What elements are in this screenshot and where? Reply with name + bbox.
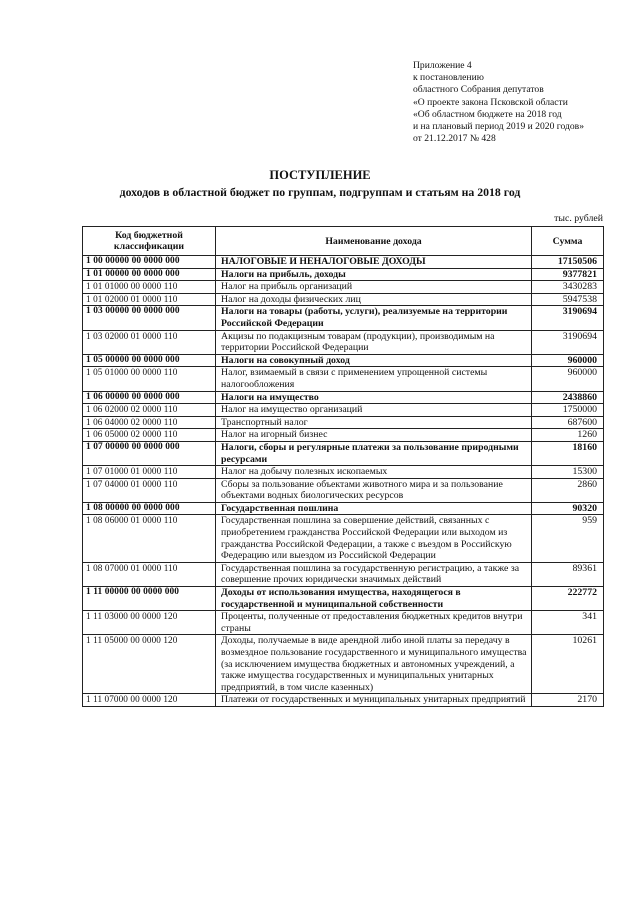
row-name: Налог на доходы физических лиц — [216, 293, 532, 306]
row-sum: 9377821 — [532, 268, 604, 281]
row-sum: 5947538 — [532, 293, 604, 306]
table-row — [83, 515, 604, 562]
row-code: 1 08 07000 01 0000 110 — [83, 562, 216, 586]
row-sum: 17150506 — [532, 256, 604, 269]
appendix-line: к постановлению — [413, 72, 484, 84]
row-code: 1 01 00000 00 0000 000 — [83, 268, 216, 281]
row-name: Налог на добычу полезных ископаемых — [216, 466, 532, 479]
document-subtitle: доходов в областной бюджет по группам, подгруппам и статьям на 2018 год — [119, 185, 521, 199]
table-row — [83, 562, 604, 586]
table-row — [83, 611, 604, 635]
row-name: Платежи от государственных и муниципальных унитарных предприятий — [216, 694, 532, 707]
row-name: Государственная пошлина — [216, 502, 532, 515]
row-name: Доходы, получаемые в виде арендной либо иной платы за передачу в возмездное пользование государственного и муниципального имущества (за исключением имущества бюджетных и автономных учреждений, а также имущества государственных и муниципальных унитарных предприятий, в том числе казенных) — [216, 635, 532, 694]
header-sum: Сумма — [532, 227, 604, 256]
table-row — [83, 306, 604, 330]
appendix-line: Приложение 4 — [413, 60, 472, 71]
row-sum: 341 — [532, 611, 604, 635]
row-name: Налог, взимаемый в связи с применением упрощенной системы налогообложения — [216, 367, 532, 391]
table-body — [83, 256, 604, 707]
row-sum: 3190694 — [532, 330, 604, 354]
row-name: Налоги на прибыль, доходы — [216, 268, 532, 281]
row-name: Проценты, полученные от предоставления бюджетных кредитов внутри страны — [216, 611, 532, 635]
unit-label: тыс. рублей — [554, 213, 603, 224]
row-sum: 89361 — [532, 562, 604, 586]
row-sum: 15300 — [532, 466, 604, 479]
row-code: 1 07 01000 01 0000 110 — [83, 466, 216, 479]
row-code: 1 06 05000 02 0000 110 — [83, 429, 216, 442]
row-sum: 687600 — [532, 416, 604, 429]
table-row — [83, 404, 604, 417]
income-table — [82, 226, 604, 707]
row-name: Государственная пошлина за государственную регистрацию, а также за совершение прочих юридически значимых действий — [216, 562, 532, 586]
row-name: Налоги на совокупный доход — [216, 354, 532, 367]
row-name: Сборы за пользование объектами животного мира и за пользование объектами водных биологических ресурсов — [216, 478, 532, 502]
row-name: Акцизы по подакцизным товарам (продукции), производимым на территории Российской Федерации — [216, 330, 532, 354]
table-row — [83, 354, 604, 367]
appendix-line: и на плановый период 2019 и 2020 годов» — [413, 121, 584, 133]
row-code: 1 08 06000 01 0000 110 — [83, 515, 216, 562]
row-code: 1 03 02000 01 0000 110 — [83, 330, 216, 354]
row-name: Государственная пошлина за совершение действий, связанных с приобретением гражданства Российской Федерации или выходом из гражданства Российской Федерации, а также с въездом в Российскую Федерацию или выездом из Российской Федерации — [216, 515, 532, 562]
row-code: 1 05 00000 00 0000 000 — [83, 354, 216, 367]
row-name: НАЛОГОВЫЕ И НЕНАЛОГОВЫЕ ДОХОДЫ — [216, 256, 532, 269]
row-sum: 18160 — [532, 441, 604, 465]
table-row — [83, 281, 604, 294]
table-row — [83, 330, 604, 354]
row-sum: 1260 — [532, 429, 604, 442]
row-code: 1 05 01000 00 0000 110 — [83, 367, 216, 391]
table-row — [83, 367, 604, 391]
table-row — [83, 429, 604, 442]
row-sum: 3430283 — [532, 281, 604, 294]
table-header-row — [83, 227, 604, 256]
row-sum: 2438860 — [532, 391, 604, 404]
table-row — [83, 466, 604, 479]
table-row — [83, 441, 604, 465]
row-code: 1 11 07000 00 0000 120 — [83, 694, 216, 707]
row-name: Налоги на товары (работы, услуги), реализуемые на территории Российской Федерации — [216, 306, 532, 330]
appendix-line: «Об областном бюджете на 2018 год — [413, 108, 562, 120]
row-name: Налог на прибыль организаций — [216, 281, 532, 294]
row-code: 1 00 00000 00 0000 000 — [83, 256, 216, 269]
row-code: 1 01 02000 01 0000 110 — [83, 293, 216, 306]
row-code: 1 01 01000 00 0000 110 — [83, 281, 216, 294]
row-name: Налог на игорный бизнес — [216, 429, 532, 442]
row-sum: 960000 — [532, 367, 604, 391]
row-code: 1 03 00000 00 0000 000 — [83, 306, 216, 330]
appendix-line: областного Собрания депутатов — [413, 84, 544, 96]
row-code: 1 07 04000 01 0000 110 — [83, 478, 216, 502]
appendix-line: «О проекте закона Псковской области — [413, 96, 568, 108]
appendix-line: от 21.12.2017 № 428 — [413, 133, 496, 145]
table-row — [83, 293, 604, 306]
row-sum: 1750000 — [532, 404, 604, 417]
table-row — [83, 502, 604, 515]
row-sum: 959 — [532, 515, 604, 562]
row-code: 1 08 00000 00 0000 000 — [83, 502, 216, 515]
row-code: 1 06 00000 00 0000 000 — [83, 391, 216, 404]
document-title: ПОСТУПЛЕНИЕ — [269, 168, 371, 182]
row-name: Налоги, сборы и регулярные платежи за пользование природными ресурсами — [216, 441, 532, 465]
row-code: 1 07 00000 00 0000 000 — [83, 441, 216, 465]
table-row — [83, 416, 604, 429]
table-row — [83, 587, 604, 611]
row-code: 1 11 03000 00 0000 120 — [83, 611, 216, 635]
row-name: Налоги на имущество — [216, 391, 532, 404]
table-row — [83, 391, 604, 404]
table-row — [83, 694, 604, 707]
row-sum: 10261 — [532, 635, 604, 694]
appendix-block — [413, 60, 584, 145]
header-code: Код бюджетной классификации — [83, 227, 216, 256]
row-sum: 222772 — [532, 587, 604, 611]
table-row — [83, 268, 604, 281]
row-code: 1 11 05000 00 0000 120 — [83, 635, 216, 694]
row-sum: 90320 — [532, 502, 604, 515]
row-code: 1 06 04000 02 0000 110 — [83, 416, 216, 429]
row-sum: 960000 — [532, 354, 604, 367]
row-name: Доходы от использования имущества, находящегося в государственной и муниципальной собственности — [216, 587, 532, 611]
header-name: Наименование дохода — [216, 227, 532, 256]
row-name: Налог на имущество организаций — [216, 404, 532, 417]
row-sum: 2170 — [532, 694, 604, 707]
row-sum: 3190694 — [532, 306, 604, 330]
table-row — [83, 478, 604, 502]
row-name: Транспортный налог — [216, 416, 532, 429]
table-row — [83, 635, 604, 694]
table-row — [83, 256, 604, 269]
row-code: 1 11 00000 00 0000 000 — [83, 587, 216, 611]
row-sum: 2860 — [532, 478, 604, 502]
row-code: 1 06 02000 02 0000 110 — [83, 404, 216, 417]
